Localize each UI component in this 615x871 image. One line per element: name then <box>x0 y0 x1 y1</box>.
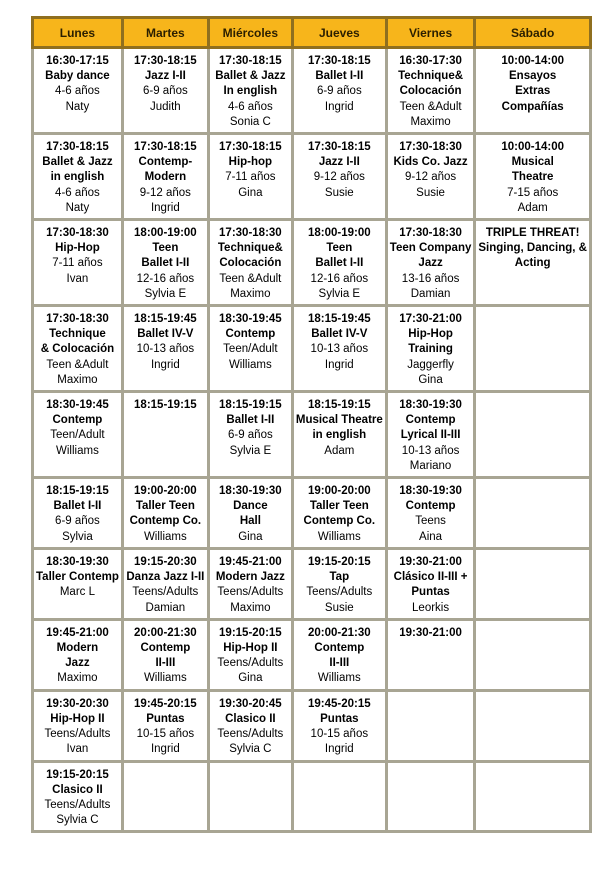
class-time: 18:15-19:45 <box>307 313 371 326</box>
class-time: 19:30-21:00 <box>399 555 462 568</box>
class-detail: 7-11 años <box>225 171 276 184</box>
class-time: 18:15-19:45 <box>134 313 197 326</box>
class-name: Baby dance <box>45 70 110 83</box>
cell-sabado-r9 <box>475 690 591 761</box>
class-name: Hip-Hop <box>408 328 453 341</box>
table-row <box>33 220 591 306</box>
class-name: Modern <box>56 641 99 654</box>
class-detail: Teens/Adults <box>217 727 284 740</box>
cell-viernes-r10 <box>386 761 475 832</box>
class-name: Lyrical II-III <box>400 429 461 442</box>
class-name: Contemp Co. <box>129 515 202 528</box>
cell-lunes-r6 <box>33 478 123 549</box>
class-detail: Teens/Adults <box>44 798 111 811</box>
class-detail: Adam <box>517 201 548 214</box>
cell-viernes-r3 <box>386 220 475 306</box>
class-detail: 10-15 años <box>310 727 369 740</box>
class-detail: Teen/Adult <box>223 343 278 356</box>
table-row <box>33 690 591 761</box>
cell-miercoles-r9 <box>208 690 292 761</box>
class-detail: Williams <box>143 672 187 685</box>
class-time: 18:15-19:15 <box>307 399 371 412</box>
cell-lunes-r7 <box>33 548 123 619</box>
cell-viernes-r7 <box>386 548 475 619</box>
class-time: 18:30-19:30 <box>219 485 282 498</box>
class-name: Clásico II-III + <box>393 571 468 584</box>
cell-sabado-r10 <box>475 761 591 832</box>
class-name: Clasico II <box>52 783 103 796</box>
class-time: 10:00-14:00 <box>501 141 564 154</box>
cell-martes-r1 <box>122 48 208 134</box>
class-detail: Williams <box>317 530 361 543</box>
class-detail: 10-13 años <box>136 343 195 356</box>
class-detail: Gina <box>238 186 263 199</box>
class-time: 19:30-20:30 <box>46 697 109 710</box>
class-name: Dance <box>233 500 268 513</box>
class-time: 19:00-20:00 <box>307 485 371 498</box>
class-time: 17:30-18:15 <box>134 55 197 67</box>
class-time: 18:30-19:30 <box>46 555 109 568</box>
cell-martes-r8 <box>122 619 208 690</box>
class-detail: Sylvia E <box>229 444 272 457</box>
class-name: Ballet I-II <box>141 257 190 270</box>
table-row <box>33 48 591 134</box>
class-detail: 9-12 años <box>139 186 191 199</box>
class-detail: Ingrid <box>150 358 180 371</box>
class-time: 18:00-19:00 <box>134 227 197 240</box>
schedule-body <box>33 48 591 832</box>
class-detail: 4-6 años <box>55 186 100 199</box>
class-name: Puntas <box>320 712 359 725</box>
day-header-sabado: Sábado <box>475 18 591 48</box>
class-name: Puntas <box>411 586 450 599</box>
class-name: Training <box>408 343 453 356</box>
class-detail: Sylvia <box>62 530 93 543</box>
cell-jueves-r8 <box>292 619 386 690</box>
cell-viernes-r5 <box>386 392 475 478</box>
class-name: Ballet I-II <box>315 70 364 83</box>
cell-jueves-r6 <box>292 478 386 549</box>
class-detail: Aina <box>419 530 443 543</box>
cell-sabado-r6 <box>475 478 591 549</box>
class-name: Hip-hop <box>228 156 273 169</box>
class-name: Taller Contemp <box>36 571 119 584</box>
class-detail: Maximo <box>230 601 271 614</box>
class-name: Musical <box>511 156 554 169</box>
class-time: 18:15-19:15 <box>134 399 197 412</box>
class-detail: Ingrid <box>324 100 354 113</box>
class-detail: Susie <box>324 186 354 199</box>
class-time: 17:30-18:15 <box>134 141 197 154</box>
class-time: 16:30-17:15 <box>46 55 109 67</box>
class-detail: Teens/Adults <box>306 586 373 599</box>
cell-lunes-r10 <box>33 761 123 832</box>
class-detail: 4-6 años <box>55 85 100 98</box>
class-time: 20:00-21:30 <box>307 626 371 639</box>
class-time: 17:30-18:30 <box>399 227 462 240</box>
cell-martes-r5 <box>122 392 208 478</box>
class-detail: Teen &Adult <box>399 100 462 113</box>
class-name: Contemp <box>314 641 365 654</box>
class-name: Acting <box>514 257 551 270</box>
cell-jueves-r4 <box>292 306 386 392</box>
class-time: 10:00-14:00 <box>501 55 564 67</box>
class-name: Modern <box>144 171 187 184</box>
class-name: Contemp Co. <box>303 515 376 528</box>
class-name: Puntas <box>146 712 185 725</box>
class-detail: Teen &Adult <box>219 272 282 285</box>
class-time: 18:15-19:15 <box>46 485 109 498</box>
class-detail: Damian <box>410 287 451 300</box>
class-name: Ballet & Jazz <box>42 156 113 169</box>
table-row <box>33 548 591 619</box>
cell-miercoles-r3 <box>208 220 292 306</box>
class-name: Contemp <box>405 414 456 427</box>
class-time: 17:30-18:30 <box>46 227 109 240</box>
class-time: TRIPLE THREAT! <box>485 227 580 240</box>
cell-martes-r7 <box>122 548 208 619</box>
class-name: Technique <box>49 328 106 341</box>
class-name: Contemp <box>225 328 276 341</box>
class-name: Technique& <box>398 70 464 83</box>
class-detail: Marc L <box>59 586 95 599</box>
cell-miercoles-r5 <box>208 392 292 478</box>
cell-miercoles-r10 <box>208 761 292 832</box>
class-detail: 6-9 años <box>227 429 273 442</box>
cell-miercoles-r6 <box>208 478 292 549</box>
class-name: Hip-Hop <box>55 242 100 255</box>
cell-viernes-r6 <box>386 478 475 549</box>
class-name: Ensayos <box>509 70 557 83</box>
class-name: Contemp <box>405 500 456 513</box>
class-name: Hip-Hop II <box>223 641 278 654</box>
class-time: 19:15-20:15 <box>307 555 371 568</box>
class-name: Ballet I-II <box>315 257 364 270</box>
class-name: In english <box>223 85 278 98</box>
class-name: Ballet IV-V <box>311 328 368 341</box>
cell-sabado-r2 <box>475 134 591 220</box>
class-detail: Susie <box>416 186 445 199</box>
class-detail: Maximo <box>57 672 98 685</box>
class-time: 18:00-19:00 <box>307 227 371 240</box>
class-time: 19:30-21:00 <box>399 626 462 639</box>
cell-jueves-r5 <box>292 392 386 478</box>
day-header-lunes: Lunes <box>33 18 123 48</box>
cell-martes-r3 <box>122 220 208 306</box>
class-time: 18:15-19:15 <box>219 399 282 412</box>
class-detail: Leorkis <box>412 601 450 614</box>
cell-martes-r2 <box>122 134 208 220</box>
class-detail: 12-16 años <box>136 272 195 285</box>
cell-lunes-r4 <box>33 306 123 392</box>
class-time: 20:00-21:30 <box>134 626 197 639</box>
class-detail: Ingrid <box>324 358 354 371</box>
class-time: 19:15-20:30 <box>134 555 197 568</box>
cell-sabado-r3 <box>475 220 591 306</box>
cell-miercoles-r2 <box>208 134 292 220</box>
class-detail: Adam <box>324 444 355 457</box>
class-time: 19:00-20:00 <box>134 485 197 498</box>
cell-miercoles-r1 <box>208 48 292 134</box>
class-detail: Teens/Adults <box>217 586 284 599</box>
day-header-martes: Martes <box>122 18 208 48</box>
table-row <box>33 134 591 220</box>
class-name: Tap <box>329 571 350 584</box>
class-name: in english <box>312 429 367 442</box>
class-detail: 13-16 años <box>401 272 460 285</box>
class-name: Jazz I-II <box>144 70 186 83</box>
cell-martes-r4 <box>122 306 208 392</box>
cell-viernes-r8 <box>386 619 475 690</box>
header-row <box>33 18 591 48</box>
class-name: Jazz <box>418 257 443 270</box>
class-name: Teen <box>326 242 353 255</box>
class-detail: Teen/Adult <box>50 429 105 442</box>
class-detail: 12-16 años <box>310 272 369 285</box>
class-detail: Teen &Adult <box>46 358 109 371</box>
class-name: Contemp <box>52 414 103 427</box>
class-name: Hip-Hop II <box>50 712 105 725</box>
table-row <box>33 619 591 690</box>
class-detail: Susie <box>324 601 354 614</box>
class-detail: 7-15 años <box>507 186 559 199</box>
cell-jueves-r1 <box>292 48 386 134</box>
class-name: Teen Company <box>389 242 472 255</box>
class-detail: Judith <box>150 100 181 113</box>
class-detail: Gina <box>238 672 263 685</box>
day-header-viernes: Viernes <box>386 18 475 48</box>
cell-martes-r6 <box>122 478 208 549</box>
class-time: 19:45-21:00 <box>219 555 282 568</box>
class-name: II-III <box>329 657 350 670</box>
class-detail: Sylvia C <box>56 814 99 827</box>
class-detail: Teens/Adults <box>132 586 199 599</box>
class-name: Compañías <box>501 100 564 113</box>
class-detail: Ingrid <box>150 743 180 756</box>
cell-lunes-r9 <box>33 690 123 761</box>
day-header-miercoles: Miércoles <box>208 18 292 48</box>
class-detail: Ingrid <box>324 743 354 756</box>
cell-jueves-r3 <box>292 220 386 306</box>
class-time: 18:30-19:45 <box>46 399 109 412</box>
cell-martes-r10 <box>122 761 208 832</box>
cell-sabado-r5 <box>475 392 591 478</box>
class-name: in english <box>50 171 105 184</box>
class-time: 17:30-18:15 <box>46 141 109 154</box>
cell-viernes-r2 <box>386 134 475 220</box>
class-name: Clasico II <box>225 712 276 725</box>
class-name: Ballet I-II <box>226 414 275 427</box>
cell-lunes-r2 <box>33 134 123 220</box>
table-row <box>33 392 591 478</box>
class-name: II-III <box>155 657 176 670</box>
class-detail: Damian <box>145 601 186 614</box>
class-detail: 10-15 años <box>136 727 195 740</box>
class-name: Ballet I-II <box>53 500 102 513</box>
cell-jueves-r7 <box>292 548 386 619</box>
class-detail: 7-11 años <box>52 257 103 270</box>
class-time: 19:45-21:00 <box>46 626 109 639</box>
cell-jueves-r9 <box>292 690 386 761</box>
class-name: Ballet & Jazz <box>215 70 286 83</box>
class-time: 18:30-19:45 <box>219 313 282 326</box>
schedule-table <box>31 16 592 833</box>
class-time: 17:30-18:15 <box>219 55 282 67</box>
class-detail: 9-12 años <box>313 171 365 184</box>
class-name: Kids Co. Jazz <box>393 156 468 169</box>
class-name: Colocación <box>399 85 462 98</box>
cell-miercoles-r8 <box>208 619 292 690</box>
class-detail: Teens/Adults <box>217 657 284 670</box>
cell-viernes-r1 <box>386 48 475 134</box>
class-detail: 4-6 años <box>227 100 273 113</box>
class-time: 19:45-20:15 <box>134 697 197 710</box>
class-detail: Naty <box>65 201 90 214</box>
class-detail: Sylvia E <box>318 287 361 300</box>
class-detail: Teens <box>415 515 446 528</box>
class-detail: 10-13 años <box>401 444 460 457</box>
class-name: Ballet IV-V <box>137 328 194 341</box>
class-detail: Maximo <box>230 287 271 300</box>
class-detail: Maximo <box>57 373 98 386</box>
class-time: 18:30-19:30 <box>399 399 462 412</box>
class-time: 16:30-17:30 <box>399 55 462 67</box>
class-time: 17:30-18:15 <box>307 141 371 154</box>
class-detail: Williams <box>228 358 272 371</box>
class-detail: 9-12 años <box>404 171 457 184</box>
class-time: 17:30-18:30 <box>46 313 109 326</box>
class-name: & Colocación <box>40 343 115 356</box>
class-time: 17:30-21:00 <box>399 313 462 326</box>
class-detail: 6-9 años <box>142 85 188 98</box>
cell-viernes-r9 <box>386 690 475 761</box>
class-detail: Sonia C <box>229 115 271 128</box>
cell-lunes-r3 <box>33 220 123 306</box>
class-detail: 6-9 años <box>316 85 362 98</box>
class-name: Theatre <box>511 171 554 184</box>
class-detail: Williams <box>143 530 187 543</box>
class-name: Contemp- <box>138 156 193 169</box>
cell-martes-r9 <box>122 690 208 761</box>
cell-miercoles-r7 <box>208 548 292 619</box>
class-name: Colocación <box>219 257 282 270</box>
class-detail: Jaggerfly <box>407 358 454 371</box>
class-name: Danza Jazz I-II <box>126 571 205 584</box>
class-name: Taller Teen <box>135 500 195 513</box>
cell-sabado-r1 <box>475 48 591 134</box>
class-name: Musical Theatre <box>295 414 383 427</box>
class-name: Hall <box>239 515 261 528</box>
class-detail: Ingrid <box>150 201 180 214</box>
cell-sabado-r7 <box>475 548 591 619</box>
table-row <box>33 306 591 392</box>
cell-jueves-r10 <box>292 761 386 832</box>
class-time: 17:30-18:15 <box>307 55 371 67</box>
cell-sabado-r8 <box>475 619 591 690</box>
table-row <box>33 478 591 549</box>
class-detail: Gina <box>418 373 443 386</box>
class-time: 19:30-20:45 <box>219 697 282 710</box>
class-time: 17:30-18:30 <box>219 227 282 240</box>
class-time: 17:30-18:15 <box>219 141 282 154</box>
cell-lunes-r1 <box>33 48 123 134</box>
class-detail: Naty <box>65 100 90 113</box>
table-row <box>33 761 591 832</box>
class-detail: Williams <box>56 444 99 457</box>
cell-lunes-r8 <box>33 619 123 690</box>
class-time: 19:15-20:15 <box>46 768 109 781</box>
class-time: 19:15-20:15 <box>219 626 282 639</box>
class-name: Taller Teen <box>309 500 369 513</box>
class-detail: Sylvia E <box>144 287 187 300</box>
class-name: Contemp <box>140 641 191 654</box>
class-detail: Williams <box>317 672 361 685</box>
class-name: Modern Jazz <box>215 571 285 584</box>
class-detail: 10-13 años <box>310 343 369 356</box>
class-name: Teen <box>152 242 179 255</box>
class-time: 19:45-20:15 <box>307 697 371 710</box>
class-name: Technique& <box>217 242 283 255</box>
day-header-jueves: Jueves <box>292 18 386 48</box>
class-time: 17:30-18:30 <box>399 141 462 154</box>
cell-sabado-r4 <box>475 306 591 392</box>
class-name: Extras <box>515 85 551 98</box>
class-detail: Maximo <box>410 115 451 128</box>
class-detail: 6-9 años <box>55 515 100 528</box>
class-detail: Ivan <box>66 743 89 756</box>
class-detail: Ivan <box>66 272 89 285</box>
class-detail: Teens/Adults <box>44 727 111 740</box>
class-detail: Mariano <box>409 459 452 472</box>
class-name: Singing, Dancing, & <box>478 242 587 255</box>
class-detail: Sylvia C <box>229 743 272 756</box>
cell-lunes-r5 <box>33 392 123 478</box>
cell-viernes-r4 <box>386 306 475 392</box>
class-name: Jazz <box>65 657 90 670</box>
cell-jueves-r2 <box>292 134 386 220</box>
class-detail: Gina <box>238 530 263 543</box>
class-name: Jazz I-II <box>318 156 360 169</box>
cell-miercoles-r4 <box>208 306 292 392</box>
class-time: 18:30-19:30 <box>399 485 462 498</box>
